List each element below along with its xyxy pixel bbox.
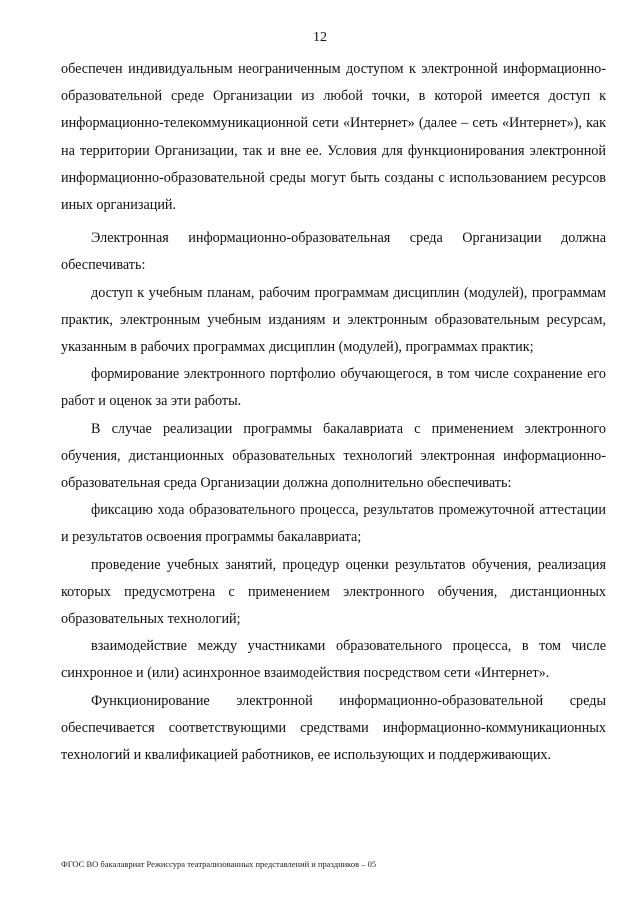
- paragraph-eios-intro: Электронная информационно-образовательная среда Организации должна обеспечивать:: [61, 230, 606, 274]
- paragraph-portfolio: формирование электронного портфолио обучающегося, в том числе сохранение его работ и оценок за эти работы.: [61, 366, 606, 410]
- paragraph-classes: проведение учебных занятий, процедур оценки результатов обучения, реализация которых предусмотрена с применением электронного обучения, дистанционных образовательных технологий;: [61, 556, 606, 628]
- paragraph-distance-learning: В случае реализации программы бакалавриата с применением электронного обучения, дистанционных образовательных технологий электронная информационно-образовательная среда Организации должна дополнительно обеспечивать:: [61, 420, 606, 492]
- paragraph-fixation: фиксацию хода образовательного процесса, результатов промежуточной аттестации и результатов освоения программы бакалавриата;: [61, 502, 606, 546]
- footer-note: ФГОС ВО бакалавриат Режиссура театрализованных представлений и праздников – 05: [61, 859, 377, 869]
- paragraph-functioning: Функционирование электронной информационно-образовательной среды обеспечивается соответствующими средствами информационно-коммуникационных технологий и квалификацией работников, ее использующих и поддерживающих.: [61, 692, 606, 764]
- paragraph-access-plans: доступ к учебным планам, рабочим программам дисциплин (модулей), программам практик, электронным учебным изданиям и электронным образовательным ресурсам, указанным в рабочих программах дисциплин (модулей), программах практик;: [61, 284, 606, 356]
- page-number: 12: [313, 30, 327, 45]
- paragraph-continuation: обеспечен индивидуальным неограниченным доступом к электронной информационно-образовательной среде Организации из любой точки, в которой имеется доступ к информационно-телекоммуникационной сети «Интернет» (далее – сеть «Интернет»), как на территории Организации, так и вне ее. Условия для функционирования электронной информационно-образовательной среды могут быть созданы с использованием ресурсов иных организаций.: [61, 61, 606, 214]
- document-text: [61, 56, 606, 769]
- paragraph-interaction: взаимодействие между участниками образовательного процесса, в том числе синхронное и (или) асинхронное взаимодействия посредством сети «Интернет».: [61, 638, 606, 682]
